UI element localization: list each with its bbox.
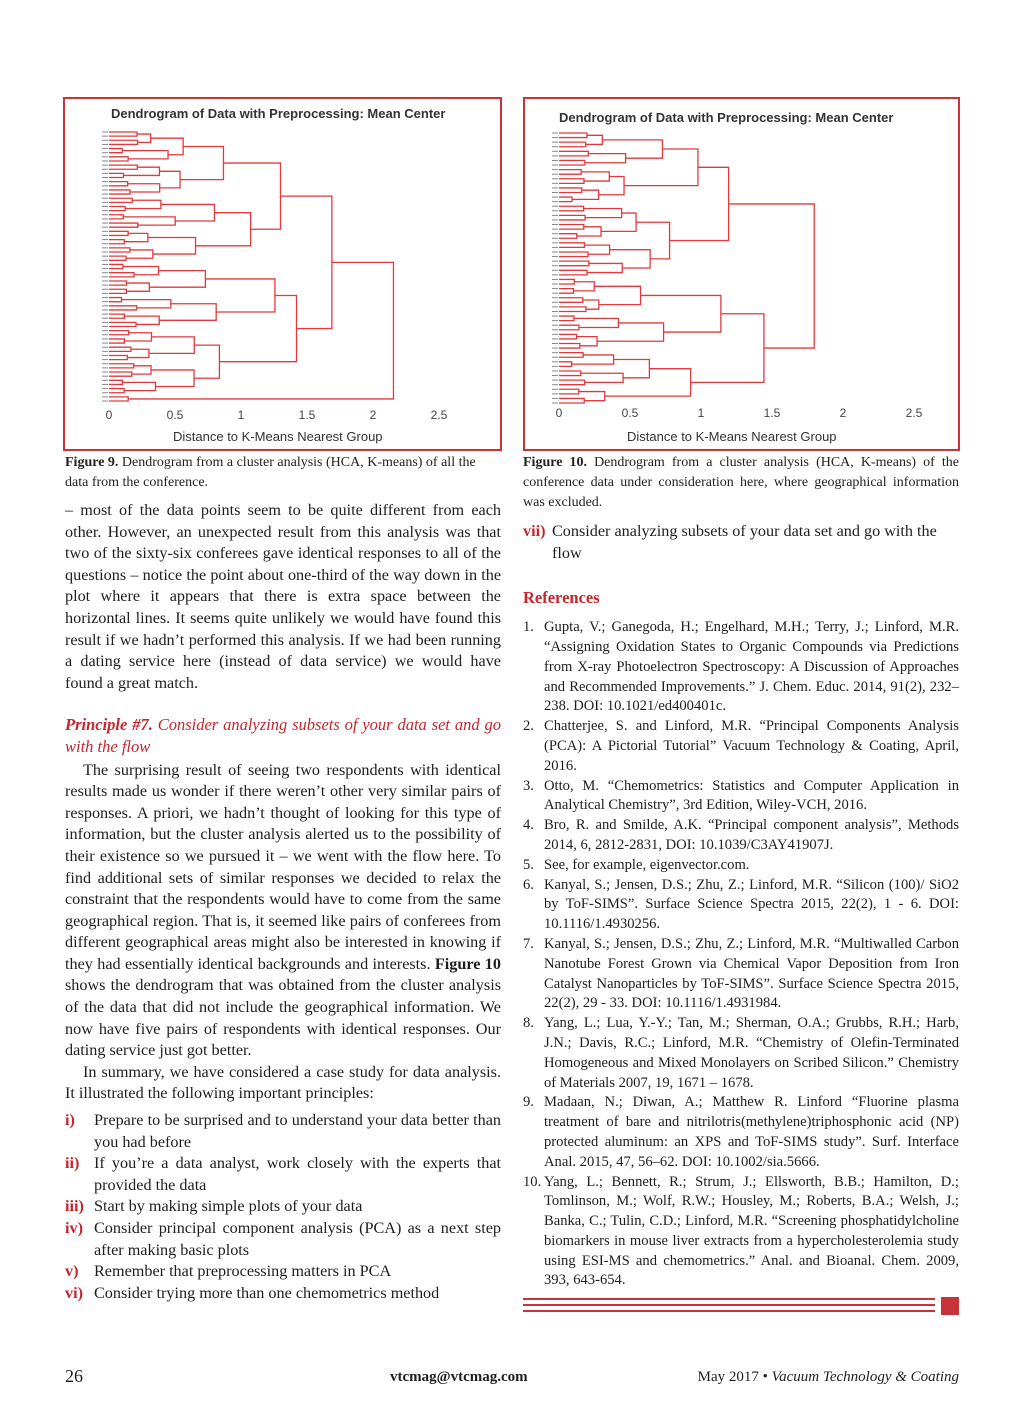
x-tick-label: 0 [555,406,563,420]
x-tick-label: 1.5 [763,406,781,420]
list-item: vi) Consider trying more than one chemometrics method [65,1283,440,1302]
principles-list-continued [523,521,959,564]
figure-10 [523,97,960,451]
dendrogram-branch [559,298,583,303]
figure-10-xlabel: Distance to K-Means Nearest Group [627,429,837,444]
dendrogram-branch [109,190,130,194]
dendrogram-branch [122,300,171,308]
dendrogram-branch [587,263,622,272]
dendrogram-branch [148,238,196,255]
reference-item: 5. See, for example, eigenvector.com. [523,856,750,873]
dendrogram-branch [559,289,573,294]
page-number: 26 [65,1366,83,1386]
dendrogram-branch [109,215,123,219]
dendrogram-branch [109,289,126,293]
dendrogram-branch [126,283,149,291]
dendrogram-branch [109,298,122,302]
list-item: vii) Consider analyzing subsets of your data set and go with the flow [523,522,937,562]
dendrogram-branch [599,176,624,194]
dendrogram-branch [109,182,128,186]
dendrogram-branch [109,273,134,277]
dendrogram-branch [161,204,215,221]
dendrogram-branch [128,184,160,192]
dendrogram-branch [581,373,623,382]
dendrogram-branch [109,256,126,260]
dendrogram-branch [151,370,194,387]
dendrogram-branch [125,200,161,208]
dendrogram-branch [109,264,123,268]
dendrogram-branch [109,397,128,401]
dendrogram-branch [109,198,132,202]
dendrogram-branch [109,389,124,393]
dendrogram-branch [109,355,127,359]
dendrogram-branch [194,345,219,378]
dendrogram-branch [624,149,698,186]
footer-email[interactable]: vtcmag@vtcmag.com [390,1369,528,1385]
x-tick-label: 2.5 [430,408,448,422]
dendrogram-branch [559,170,581,175]
dendrogram-branch [109,231,128,235]
figure-9-xlabel: Distance to K-Means Nearest Group [173,429,383,444]
dendrogram-branch [559,133,587,138]
figure-9-caption: Figure 9. Dendrogram from a cluster analysis (HCA, K-means) of all the data from the conference. [65,455,476,490]
dendrogram-branch [149,337,194,354]
dendrogram-branch [559,151,588,156]
dendrogram-branch [559,371,581,376]
dendrogram-branch [559,380,585,385]
dendrogram-branch [559,344,580,349]
x-tick-label: 0.5 [621,406,639,420]
dendrogram-branch [109,157,128,161]
dendrogram-branch [109,206,125,210]
dendrogram-branch [123,267,159,275]
list-item: i) Prepare to be surprised and to understand your data better than you had before [65,1111,501,1151]
figure-9 [63,97,502,451]
dendrogram-branch [691,314,764,383]
dendrogram-branch [132,366,151,374]
dendrogram-branch [109,339,124,343]
dendrogram-branch [597,323,664,341]
dendrogram-branch [559,353,583,358]
dendrogram-branch [572,355,614,364]
dendrogram-branch [109,364,134,368]
dendrogram-branch [559,215,585,220]
dendrogram-branch [109,173,124,177]
dendrogram-branch [559,362,572,367]
dendrogram-branch [579,392,605,401]
dendrogram-branch [149,271,205,288]
reference-item: 6. Kanyal, S.; Jensen, D.S.; Zhu, Z.; Linford, M.R. “Silicon (100)/ SiO2 by ToF-SIMS”. Surface Science Spectra 2015, 22(2), 1 - 6. DOI: 10.1116/1.4930256. [523,876,959,933]
dendrogram-branch [670,167,729,240]
right-column [523,521,959,1291]
figure-10-title: Dendrogram of Data with Preprocessing: Mean Center [559,110,894,125]
dendrogram-branch [223,163,280,229]
dendrogram-branch [109,380,123,384]
dendrogram-branch [614,360,650,378]
list-item: ii) If you’re a data analyst, work closely with the experts that provided the data [65,1154,501,1194]
dendrogram-branch [196,213,251,246]
x-tick-label: 2.5 [905,406,923,420]
references-list [523,618,959,1291]
references-heading: References [523,588,600,608]
x-tick-label: 1.5 [298,408,316,422]
footer-issue: May 2017 • Vacuum Technology & Coating [697,1369,959,1385]
dendrogram-branch [124,316,159,324]
dendrogram-branch [559,398,584,403]
dendrogram-branch [559,279,574,284]
figure-9-title: Dendrogram of Data with Preprocessing: Mean Center [111,106,446,121]
dendrogram-branch [641,295,721,332]
dendrogram-branch [581,172,609,181]
x-tick-label: 1 [697,406,705,420]
dendrogram-branch [128,262,393,399]
dendrogram-branch [559,307,586,312]
reference-item: 10. Yang, L.; Bennett, R.; Strum, J.; Ellsworth, B.B.; Hamilton, D.; Tomlinson, M.; Wolf, R.W.; Housley, M.; Roberts, B.A.; Welsh, J.; Banka, C.; Tulin, C.D.; Linford, M.R. “Screening phosphatidylcholine biomarkers in mouse liver extracts from a hypercholesterolemia study using ESI-MS and chemometrics.” Anal. and Bioanal. Chem. 2009, 393, 643-654. [523,1173,959,1289]
dendrogram-branch [109,314,124,318]
dendrogram-branch [109,149,122,153]
dendrogram-branch [729,204,815,348]
list-item: iii) Start by making simple plots of your data [65,1197,363,1216]
dendrogram-branch [559,206,584,211]
dendrogram-branch [559,252,588,257]
dendrogram-branch [109,165,137,169]
dendrogram-branch [636,222,670,259]
dendrogram-branch [109,347,131,351]
x-tick-label: 0 [105,408,113,422]
dendrogram-branch [559,234,577,239]
reference-item: 7. Kanyal, S.; Jensen, D.S.; Zhu, Z.; Linford, M.R. “Multiwalled Carbon Nanotube Forest Grown via Chemical Vapor Deposition from Iron Catalyst Nanoparticles by ToF-SIMS”. Surface Science Spectra 2015, 22(2), 29 - 33. DOI: 10.1116/1.4931984. [523,935,959,1012]
dendrogram-branch [123,382,156,390]
x-tick-label: 0.5 [166,408,184,422]
dendrogram-branch [109,306,137,310]
figure-10-ref: Figure 10 [434,954,501,973]
dendrogram-branch [151,138,183,155]
paragraph-summary: In summary, we have considered a case study for data analysis. It illustrated the following important principles: [65,1062,501,1103]
dendrogram-branch [584,209,622,218]
dendrogram-branch [559,179,584,184]
reference-item: 8. Yang, L.; Lua, Y.-Y.; Tan, M.; Sherman, O.A.; Grubbs, R.H.; Harb, J.N.; Davis, R.C.; Linford, M.R. “Chemistry of Olefin-Terminated Homogeneous and Mixed Monolayers on Scribed Silicon.” Chemistry of Materials 2007, 19, 1671 – 1678. [523,1015,959,1091]
paragraph-principle-7: The surprising result of seeing two respondents with identical results made us wonder if there weren’t other very similar pairs of responses. A priori, we hadn’t thought of looking for this type of information, but the cluster analysis alerted us to the possibility of their existence so we pursued it – we went with the flow here. To find additional sets of similar responses we decided to relax the constraint that the respondents would have to come from the same geographical region. That is, it seemed like pairs of conferees from different geographical areas might also be interested in knowing if they had essentially identical backgrounds and interests. Figure 10 shows the dendrogram that was obtained from the cluster analysis of the data that did not include the geographical information. We now have five pairs of respondents with identical responses. Our dating service just got better. [65,760,501,1060]
dendrogram-branch [124,167,160,175]
x-tick-label: 2 [369,408,377,422]
x-tick-label: 2 [839,406,847,420]
principle-7-heading: Principle #7. Consider analyzing subsets of your data set and go with the flow [65,715,501,756]
paragraph-continued: – most of the data points seem to be quite different from each other. However, an unexpected result from this analysis was that two of the sixty-six conferees gave identical responses to all of the questions – notice the point about one-third of the way down in the plot where it appears that there is extra space between the horizontal lines. It seems quite unlikely we would have found this result if we hadn’t performed this analysis. If we had been running a dating service here (instead of data service) we would have found a great match. [65,501,501,692]
figure-10-caption: Figure 10. Dendrogram from a cluster analysis (HCA, K-means) of the conference data under consideration here, where geographical information was excluded. [523,455,959,510]
dendrogram-branch [109,240,124,244]
dendrogram-branch [572,190,599,199]
dendrogram-branch [109,140,138,144]
reference-item: 1. Gupta, V.; Ganegoda, H.; Engelhard, M.H.; Terry, J.; Linford, M.R. “Assigning Oxidation States to Organic Compounds via Predictions from X-ray Photoelectron Spectroscopy: A Discussion of Approaches and Recommended Improvements.” J. Chem. Educ. 2014, 91(2), 232–238. DOI: 10.1021/ed400401c. [523,619,959,715]
dendrogram-branch [583,300,599,309]
dendrogram-branch [559,334,577,339]
dendrogram-branch [601,213,636,231]
dendrogram-branch [559,316,574,321]
dendrogram-branch [109,372,132,376]
dendrogram-branch [574,318,618,327]
dendrogram-branch [577,227,601,236]
dendrogram-branch [602,140,662,158]
dendrogram-branch [559,389,579,394]
dendrogram-branch [586,135,603,144]
dendrogram-branch [137,134,151,142]
figure-9-dendrogram [65,99,500,449]
dendrogram-branch [109,322,136,326]
dendrogram-branch [159,304,216,321]
dendrogram-branch [559,270,587,275]
reference-item: 3. Otto, M. “Chemometrics: Statistics and Computer Application in Analytical Chemistry”, 3rd Edition, Wiley-VCH, 2016. [523,777,959,814]
dendrogram-branch [109,248,130,252]
reference-item: 9. Madaan, N.; Diwan, A.; Matthew R. Linford “Fluorine plasma treatment of bare and nitrilotris(methylene)triphosphonic acid (NP) protected aluminum: an XPS and ToF-SIMS study”. Surf. Interface Anal. 2015, 47, 56–62. DOI: 10.1002/sia.5666. [523,1094,959,1170]
dendrogram-branch [109,281,126,285]
dendrogram-branch [559,188,582,193]
list-item: iv) Consider principal component analysis (PCA) as a next step after making basic plots [65,1219,501,1259]
list-item: v) Remember that preprocessing matters in PCA [65,1262,392,1281]
dendrogram-branch [180,146,223,179]
dendrogram-branch [585,154,626,163]
dendrogram-branch [123,217,175,225]
dendrogram-branch [559,225,584,230]
dendrogram-branch [559,261,589,266]
dendrogram-branch [109,223,138,227]
dendrogram-branch [610,250,651,268]
dendrogram-branch [559,142,586,147]
dendrogram-branch [219,295,296,361]
dendrogram-branch [159,171,180,188]
dendrogram-branch [109,331,129,335]
principles-list [65,1110,501,1304]
reference-item: 4. Bro, R. and Smilde, A.K. “Principal component analysis”, Methods 2014, 6, 2812-2831, DOI: 10.1039/C3AY41907J. [523,817,959,853]
end-square [941,1297,959,1315]
reference-item: 2. Chatterjee, S. and Linford, M.R. “Principal Components Analysis (PCA): A Pictorial Tutorial” Vacuum Technology & Coating, April, 2016. [523,718,959,774]
dendrogram-branch [594,286,640,304]
dendrogram-branch [559,243,584,248]
dendrogram-branch [559,197,572,202]
left-column [65,500,501,1304]
dendrogram-branch [559,325,579,330]
dendrogram-branch [280,196,331,328]
dendrogram-branch [109,132,137,136]
dendrogram-branch [559,160,585,165]
dendrogram-branch [573,282,594,291]
dendrogram-branch [122,151,168,159]
x-tick-label: 1 [237,408,245,422]
figure-10-dendrogram [525,99,958,449]
